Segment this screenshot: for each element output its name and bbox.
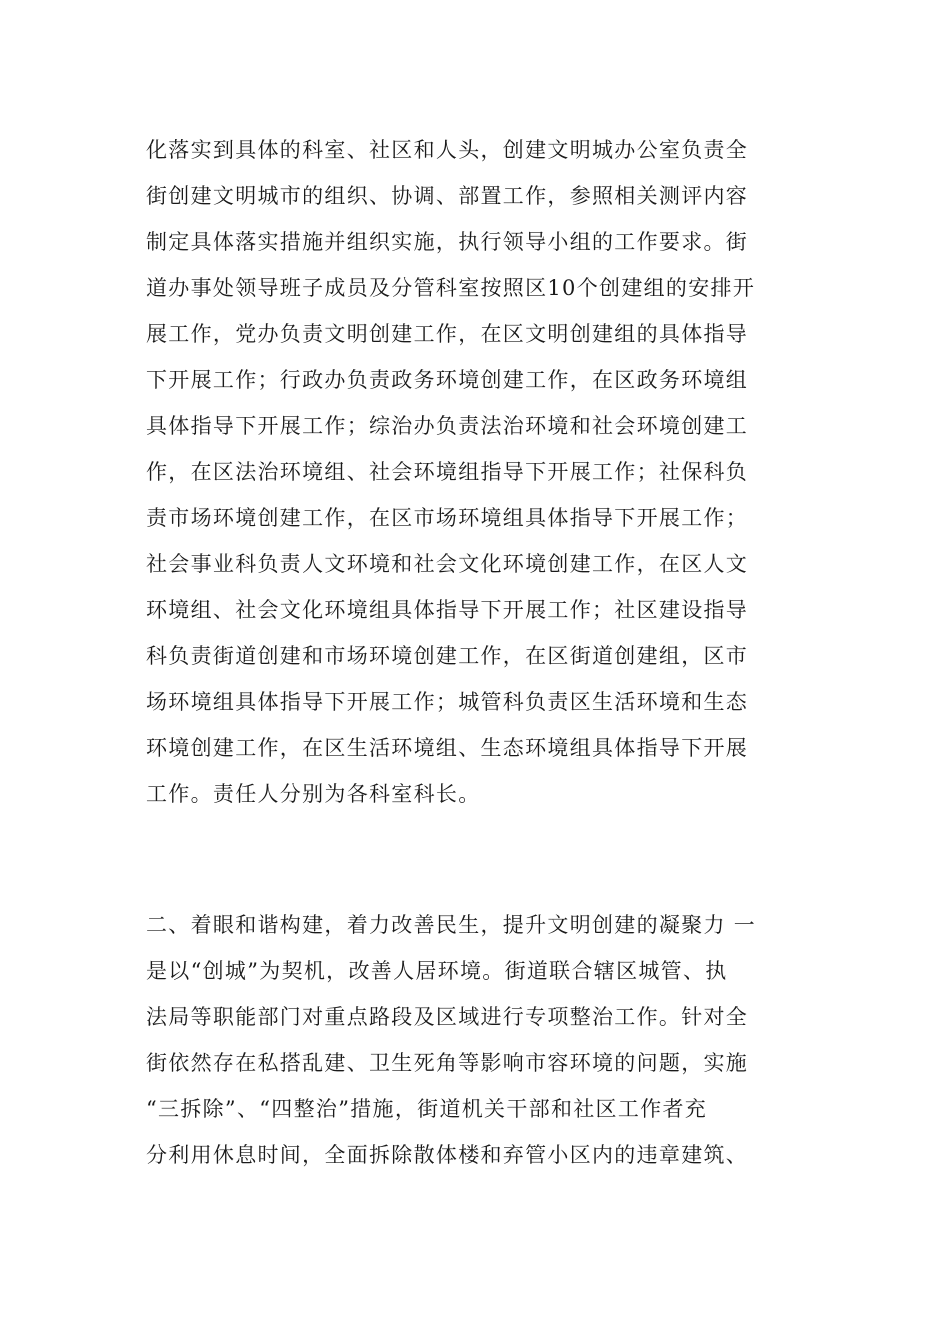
text-line: 科负责街道创建和市场环境创建工作，在区街道创建组，区市 <box>146 644 749 668</box>
text-line: 环境组、社会文化环境组具体指导下开展工作；社区建设指导 <box>146 598 749 622</box>
text-line: 工作。责任人分别为各科室科长。 <box>146 782 481 806</box>
text-line: 具体指导下开展工作；综治办负责法治环境和社会环境创建工 <box>146 414 749 438</box>
text-line: 分利用休息时间，全面拆除散体楼和弃管小区内的违章建筑、 <box>146 1143 749 1167</box>
text-line: 作，在区法治环境组、社会环境组指导下开展工作；社保科负 <box>146 460 749 484</box>
text-line: 社会事业科负责人文环境和社会文化环境创建工作，在区人文 <box>146 552 749 576</box>
text-line: 展工作，党办负责文明创建工作，在区文明创建组的具体指导 <box>146 322 749 346</box>
text-line: 街依然存在私搭乱建、卫生死角等影响市容环境的问题，实施 <box>146 1051 749 1075</box>
text-line: “三拆除”、“四整治”措施，街道机关干部和社区工作者充 <box>146 1097 708 1121</box>
text-line: 化落实到具体的科室、社区和人头，创建文明城办公室负责全 <box>146 138 749 162</box>
text-line: 街创建文明城市的组织、协调、部置工作，参照相关测评内容 <box>146 184 749 208</box>
text-line: 制定具体落实措施并组织实施，执行领导小组的工作要求。街 <box>146 230 749 254</box>
text-line: 环境创建工作，在区生活环境组、生态环境组具体指导下开展 <box>146 736 749 760</box>
text-line: 责市场环境创建工作，在区市场环境组具体指导下开展工作； <box>146 506 749 530</box>
text-line: 道办事处领导班子成员及分管科室按照区10个创建组的安排开 <box>146 276 756 300</box>
paragraph-1 <box>146 127 806 817</box>
section-heading-line: 二、着眼和谐构建，着力改善民生，提升文明创建的凝聚力 一 <box>146 913 757 937</box>
text-line: 是以“创城”为契机，改善人居环境。街道联合辖区城管、执 <box>146 959 728 983</box>
text-line: 场环境组具体指导下开展工作；城管科负责区生活环境和生态 <box>146 690 749 714</box>
paragraph-2 <box>146 902 806 1178</box>
text-line: 法局等职能部门对重点路段及区域进行专项整治工作。针对全 <box>146 1005 749 1029</box>
text-line: 下开展工作；行政办负责政务环境创建工作，在区政务环境组 <box>146 368 749 392</box>
